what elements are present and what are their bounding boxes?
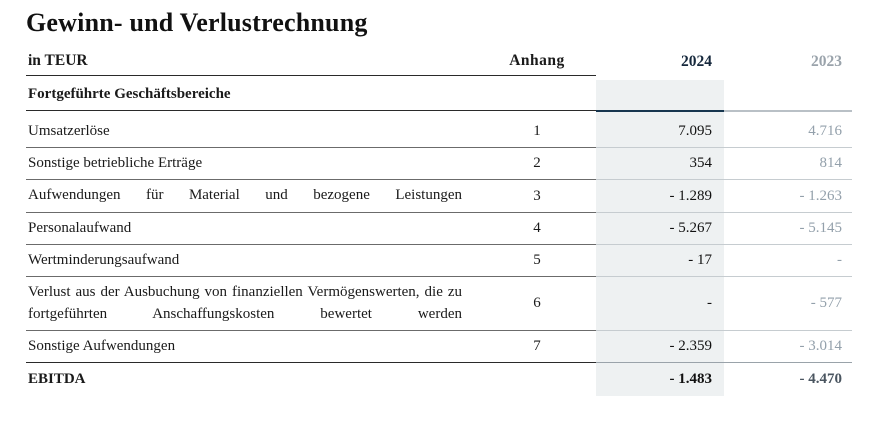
section-y1-cell [596,80,724,111]
row-value-2023: 4.716 [808,122,842,139]
column-header-year-2024: 2024 [681,52,712,70]
row-label: Umsatzerlöse [28,122,110,139]
section-note-cell [478,80,596,111]
row-note: 2 [478,148,596,180]
row-value-2024: - 1.289 [596,180,724,212]
row-label: Sonstige Aufwendungen [26,330,478,362]
row-value-2023: - 577 [724,277,852,331]
row-note: 4 [478,212,596,244]
section-y2-cell [724,80,852,111]
column-header-note: Anhang [509,52,565,69]
table-body [26,80,852,396]
page-title: Gewinn- und Verlustrechnung [26,8,368,37]
row-value-2024: - 17 [596,244,724,276]
column-header-unit: in TEUR [28,52,88,69]
table-row [26,180,852,212]
row-note: 6 [478,277,596,331]
row-value-2024: - 5.267 [596,212,724,244]
row-note: 3 [478,180,596,212]
total-row-ebitda [26,363,852,397]
table-row [26,148,852,180]
table-row [26,244,852,276]
row-value-2023: - 1.263 [724,180,852,212]
section-title: Fortgeführte Geschäftsbereiche [26,80,478,111]
total-value-2023: - 4.470 [724,363,852,397]
total-label: EBITDA [26,363,478,397]
row-label: Wertminderungsaufwand [26,244,478,276]
column-header-year-2023: 2023 [811,52,842,70]
row-value-2024: 7.095 [596,116,724,148]
row-note: 5 [478,244,596,276]
row-value-2024: - 2.359 [596,330,724,362]
row-label: Aufwendungen für Material und bezogene Leistungen [26,180,478,212]
row-value-2023: - 3.014 [724,330,852,362]
row-note: 1 [533,122,541,139]
row-label: Sonstige betriebliche Erträge [26,148,478,180]
table-row [26,212,852,244]
section-title-row [26,80,852,111]
row-label: Personalaufwand [26,212,478,244]
row-value-2023: - [724,244,852,276]
table-row [26,277,852,331]
row-value-2023: 814 [724,148,852,180]
table-row [26,330,852,362]
table-row [26,116,852,148]
row-value-2024: 354 [596,148,724,180]
total-value-2024: - 1.483 [596,363,724,397]
profit-and-loss-table [26,50,852,396]
row-value-2024: - [596,277,724,331]
table-header [26,50,852,80]
row-note: 7 [478,330,596,362]
total-note [478,363,596,397]
row-label: Verlust aus der Ausbuchung von finanziellen Vermögenswerten, die zu fortgeführten Anschaffungskosten bewertet werden [26,277,478,331]
row-value-2023: - 5.145 [724,212,852,244]
table-header-row [26,50,852,76]
